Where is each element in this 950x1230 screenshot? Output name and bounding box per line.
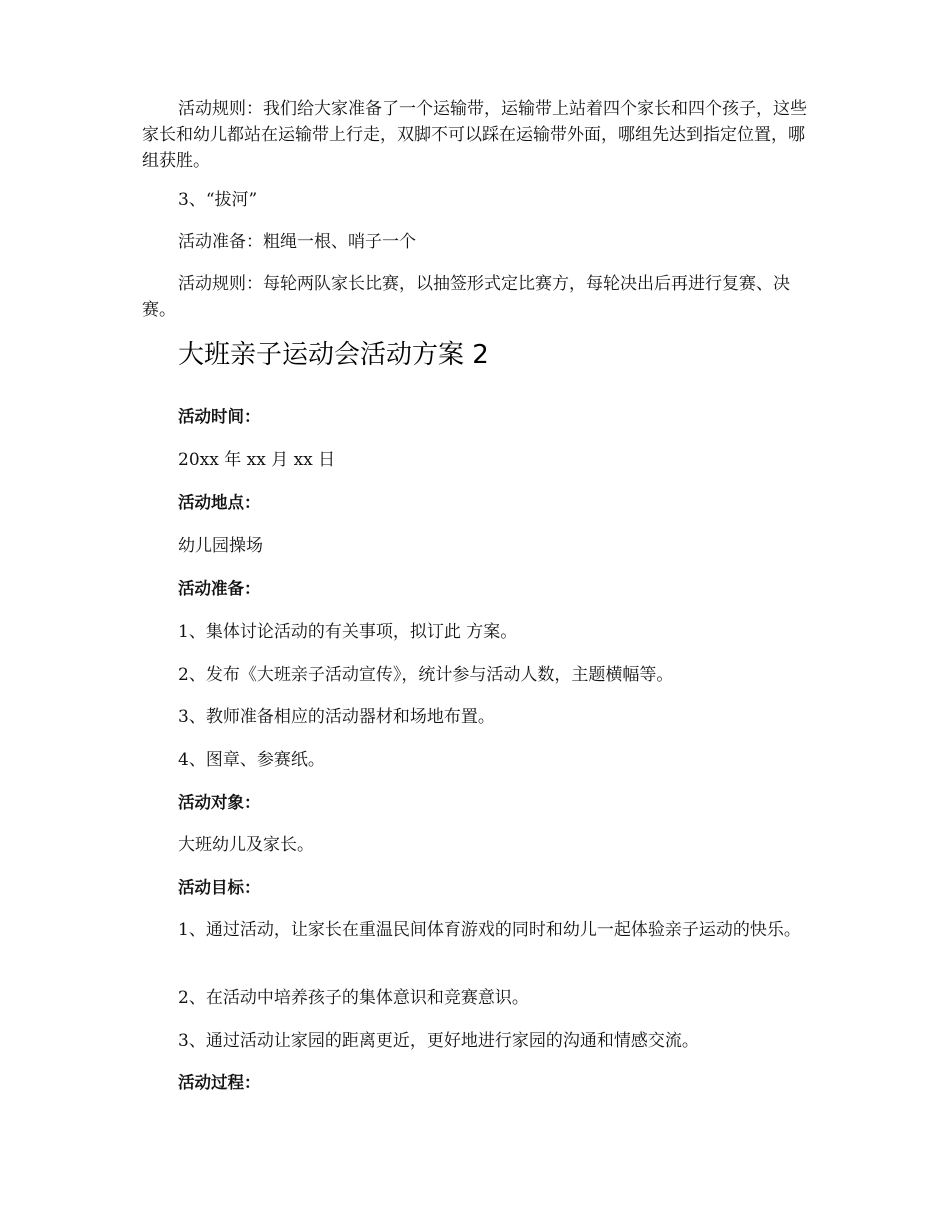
preparation-item: 3、教师准备相应的活动器材和场地布置。 [178,707,495,727]
time-label: 活动时间： [178,407,261,426]
goal-item: 3、通过活动让家园的距离更近，更好地进行家园的沟通和情感交流。 [178,1031,699,1051]
item-3-rules: 活动规则：每轮两队家长比赛，以抽签形式定比赛方，每轮决出后再进行复赛、决赛。 [142,274,790,320]
target-label: 活动对象： [178,793,261,812]
process-label: 活动过程： [178,1073,261,1092]
item-3-title: 3、“拔河” [178,190,258,210]
goal-item: 1、通过活动，让家长在重温民间体育游戏的同时和幼儿一起体验亲子运动的快乐。 [178,920,801,940]
item-3-preparation: 活动准备：粗绳一根、哨子一个 [178,232,416,252]
preparation-item: 2、发布《大班亲子活动宣传》，统计参与活动人数，主题横幅等。 [178,665,674,685]
goal-label: 活动目标： [178,878,261,897]
time-value: 20xx 年 xx 月 xx 日 [178,450,336,470]
place-value: 幼儿园操场 [178,536,263,556]
preparation-item: 1、集体讨论活动的有关事项，拟订此 方案。 [178,622,518,642]
section-heading: 大班亲子运动会活动方案 2 [178,340,489,370]
preparation-label: 活动准备： [178,579,261,598]
preparation-item: 4、图章、参赛纸。 [178,750,325,770]
rules-paragraph: 活动规则：我们给大家准备了一个运输带，运输带上站着四个家长和四个孩子，这些家长和幼儿都站在运输带上行走，双脚不可以踩在运输带外面，哪组先达到指定位置，哪组获胜。 [142,99,807,171]
place-label: 活动地点： [178,493,261,512]
target-value: 大班幼儿及家长。 [178,835,314,855]
goal-item: 2、在活动中培养孩子的集体意识和竞赛意识。 [178,988,529,1008]
